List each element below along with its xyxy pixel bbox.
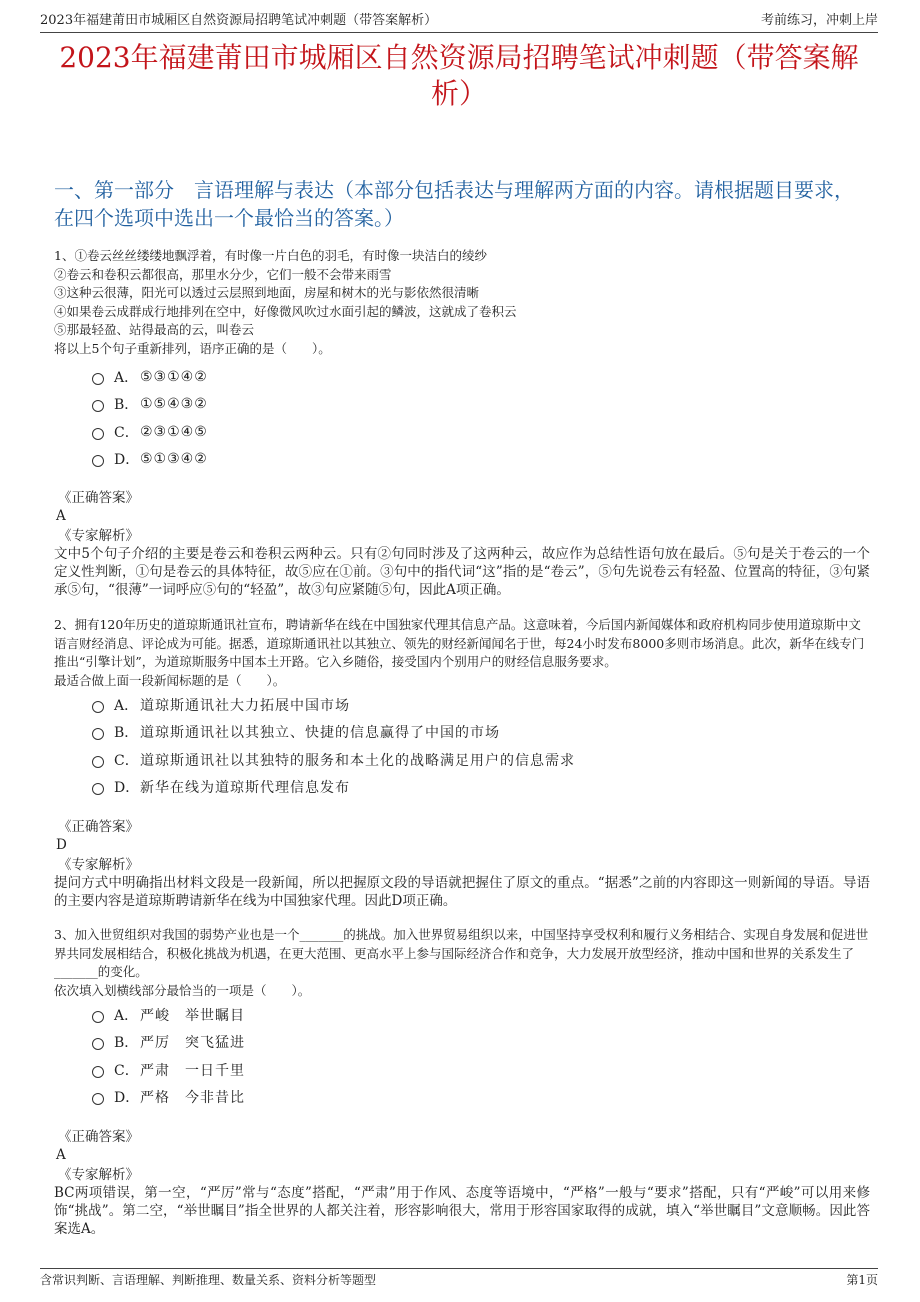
question-1-line: 1、①卷云丝丝缕缕地飘浮着，有时像一片白色的羽毛，有时像一块洁白的绫纱	[54, 248, 487, 263]
radio-icon[interactable]	[92, 1066, 104, 1078]
option-a[interactable]	[92, 691, 652, 719]
radio-icon[interactable]	[92, 428, 104, 440]
radio-icon[interactable]	[92, 373, 104, 385]
option-b[interactable]	[92, 391, 652, 419]
question-2-prompt: 最适合做上面一段新闻标题的是（ ）。	[54, 672, 286, 688]
question-1-options	[92, 363, 652, 473]
option-text: ①⑤④③②	[140, 396, 208, 413]
question-1-line: ②卷云和卷积云都很高，那里水分少，它们一般不会带来雨雪	[54, 266, 392, 282]
page-footer	[40, 1268, 878, 1293]
answer-label: 《正确答案》	[58, 819, 139, 835]
option-d[interactable]	[92, 774, 652, 802]
question-1-answer-block	[54, 489, 870, 599]
question-3-prompt: 依次填入划横线部分最恰当的一项是（ ）。	[54, 982, 311, 998]
radio-icon[interactable]	[92, 1093, 104, 1105]
option-key: C．	[114, 1062, 139, 1079]
option-text: 道琼斯通讯社以其独特的服务和本土化的战略满足用户的信息需求	[140, 752, 575, 769]
question-1-prompt: 将以上5个句子重新排列，语序正确的是（ ）。	[54, 340, 331, 356]
option-text: 严厉 突飞猛进	[140, 1035, 245, 1052]
option-key: D．	[114, 780, 140, 797]
analysis-label: 《专家解析》	[58, 528, 139, 544]
question-2-options	[92, 691, 652, 801]
option-text: ⑤③①④②	[140, 368, 208, 385]
option-text: ⑤①③④②	[140, 451, 208, 468]
option-key: B．	[114, 1035, 139, 1052]
radio-icon[interactable]	[92, 701, 104, 713]
option-text: 新华在线为道琼斯代理信息发布	[140, 780, 350, 797]
option-text: 道琼斯通讯社以其独立、快捷的信息赢得了中国的市场	[140, 725, 500, 742]
analysis-text: BC两项错误，第一空，“严厉”常与“态度”搭配，“严肃”用于作风、态度等语境中，“严格”一般与“要求”搭配，只有“严峻”可以用来修饰“挑战”。第二空，“举世瞩目”指全世界的人都关注着，形容影响很大，常用于形容国家取得的成就，填入“举世瞩目”文意顺畅。因此答案选A。	[54, 1185, 870, 1237]
radio-icon[interactable]	[92, 783, 104, 795]
page-number: 第1页	[846, 1273, 878, 1287]
option-key: A．	[114, 1007, 139, 1024]
option-text: 道琼斯通讯社大力拓展中国市场	[140, 697, 350, 714]
analysis-text: 提问方式中明确指出材料文段是一段新闻，所以把握原文段的导语就把握住了原文的重点。“据悉”之前的内容即这一则新闻的导语。导语的主要内容是道琼斯聘请新华在线为中国独家代理。因此D项正确。	[54, 875, 870, 909]
option-c[interactable]	[92, 746, 652, 774]
answer-value: D	[56, 837, 67, 853]
radio-icon[interactable]	[92, 455, 104, 467]
answer-value: A	[56, 508, 66, 524]
question-3-answer-block	[54, 1128, 870, 1238]
option-b[interactable]	[92, 1029, 652, 1057]
option-key: C．	[114, 424, 139, 441]
analysis-label: 《专家解析》	[58, 857, 139, 873]
question-2-answer-block	[54, 818, 870, 910]
option-key: A．	[114, 697, 139, 714]
option-text: 严峻 举世瞩目	[140, 1007, 245, 1024]
option-c[interactable]	[92, 1056, 652, 1084]
footer-topics: 含常识判断、言语理解、判断推理、数量关系、资料分析等题型	[40, 1273, 377, 1287]
question-1-line: ④如果卷云成群成行地排列在空中，好像微风吹过水面引起的鳞波，这就成了卷积云	[54, 303, 517, 319]
radio-icon[interactable]	[92, 1011, 104, 1023]
option-key: D．	[114, 1090, 140, 1107]
option-b[interactable]	[92, 719, 652, 747]
header-slogan: 考前练习，冲刺上岸	[760, 13, 878, 28]
question-3-stem	[54, 926, 870, 1000]
option-key: A．	[114, 369, 139, 386]
radio-icon[interactable]	[92, 728, 104, 740]
radio-icon[interactable]	[92, 1038, 104, 1050]
document-title: 2023年福建莆田市城厢区自然资源局招聘笔试冲刺题（带答案解析）	[59, 41, 859, 110]
page-header	[40, 10, 878, 33]
section-heading: 一、第一部分 言语理解与表达（本部分包括表达与理解两方面的内容。请根据题目要求，在四个选项中选出一个最恰当的答案。）	[54, 178, 854, 230]
question-1-line: ③这种云很薄，阳光可以透过云层照到地面，房屋和树木的光与影依然很清晰	[54, 285, 480, 300]
question-1-line: ⑤那最轻盈、站得最高的云，叫卷云	[54, 322, 255, 337]
radio-icon[interactable]	[92, 400, 104, 412]
option-a[interactable]	[92, 1001, 652, 1029]
header-doc-title: 2023年福建莆田市城厢区自然资源局招聘笔试冲刺题（带答案解析）	[40, 13, 438, 28]
answer-label: 《正确答案》	[58, 1129, 139, 1145]
option-text: ②③①④⑤	[140, 423, 208, 440]
option-d[interactable]	[92, 1084, 652, 1112]
question-2-passage: 2、拥有120年历史的道琼斯通讯社宣布，聘请新华在线在中国独家代理其信息产品。这意味着，今后国内新闻媒体和政府机构同步使用道琼斯中文语言财经消息、评论成为可能。据悉，道琼斯通讯社以其独立、领先的财经新闻闻名于世，每24小时发布8000多则市场消息。此次，新华在线专门推出“引擎计划”，为道琼斯服务中国本土开路。它入乡随俗，接受国内个别用户的财经信息服务要求。	[54, 617, 865, 669]
option-key: D．	[114, 452, 140, 469]
option-key: C．	[114, 752, 139, 769]
question-3-passage: 3、加入世贸组织对我国的弱势产业也是一个_______的挑战。加入世界贸易组织以来，中国坚持享受权利和履行义务相结合、实现自身发展和促进世界共同发展相结合，积极化挑战为机遇，在更大范围、更高水平上参与国际经济合作和竞争，大力发展开放型经济，推动中国和世界的关系发生了_______的变化。	[54, 927, 869, 979]
option-c[interactable]	[92, 418, 652, 446]
question-3-options	[92, 1001, 652, 1111]
answer-value: A	[56, 1147, 66, 1163]
question-1-stem	[54, 247, 870, 358]
option-key: B．	[114, 725, 139, 742]
radio-icon[interactable]	[92, 756, 104, 768]
option-text: 严格 今非昔比	[140, 1090, 245, 1107]
analysis-text: 文中5个句子介绍的主要是卷云和卷积云两种云。只有②句同时涉及了这两种云，故应作为总结性语句放在最后。⑤句是关于卷云的一个定义性判断，①句是卷云的具体特征，故⑤应在①前。③句中的指代词“这”指的是“卷云”，⑤句先说卷云有轻盈、位置高的特征，③句紧承⑤句，“很薄”一词呼应⑤句的“轻盈”，故③句应紧随⑤句，因此A项正确。	[54, 546, 870, 598]
option-d[interactable]	[92, 446, 652, 474]
option-a[interactable]	[92, 363, 652, 391]
option-text: 严肃 一日千里	[140, 1062, 245, 1079]
answer-label: 《正确答案》	[58, 490, 139, 506]
analysis-label: 《专家解析》	[58, 1167, 139, 1183]
option-key: B．	[114, 397, 139, 414]
question-2-stem	[54, 616, 870, 690]
